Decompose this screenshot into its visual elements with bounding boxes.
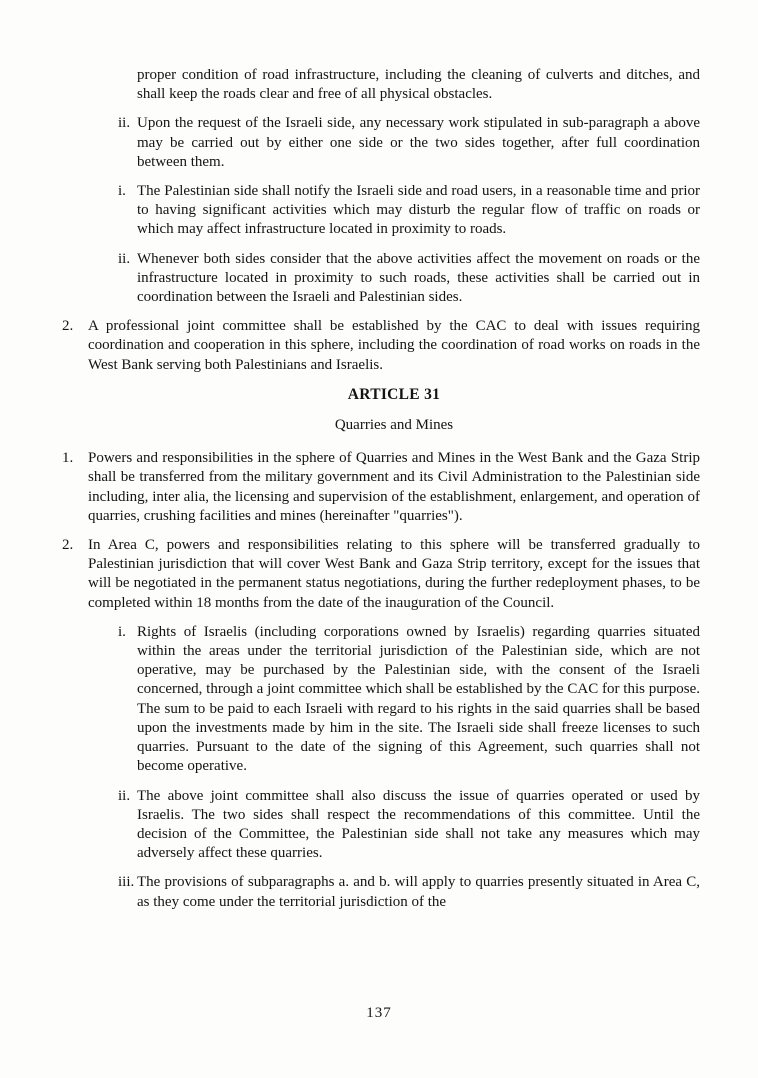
list-item-roman bbox=[0, 182, 758, 240]
list-item-roman bbox=[0, 114, 758, 172]
list-marker: ii. bbox=[118, 787, 131, 804]
paragraph-text: Upon the request of the Israeli side, any necessary work stipulated in sub-paragraph a above may be carried out by either one side or the two sides together, after full coordination between them. bbox=[137, 115, 700, 170]
paragraph-text: The above joint committee shall also discuss the issue of quarries operated or used by Israelis. The two sides shall respect the recommendations of this committee. Until the decision of the Committee, the Palestinian side shall not take any measures which may adversely affect these quarries. bbox=[137, 787, 700, 862]
paragraph-text: In Area C, powers and responsibilities relating to this sphere will be transferred gradually to Palestinian jurisdiction that will cover West Bank and Gaza Strip territory, except for the issues that will be negotiated in the permanent status negotiations, during the further redeployment phases, to be completed within 18 months from the date of the inauguration of the Council. bbox=[88, 537, 700, 611]
list-marker: i. bbox=[118, 623, 126, 640]
list-marker: ii. bbox=[118, 250, 131, 267]
list-item-numbered bbox=[0, 536, 758, 613]
paragraph-text: The provisions of subparagraphs a. and b. will apply to quarries presently situated in Area C, as they come under the territorial jurisdiction of the bbox=[137, 874, 700, 910]
list-item-roman bbox=[0, 250, 758, 308]
list-marker: ii. bbox=[118, 115, 131, 132]
paragraph-text: proper condition of road infrastructure, including the cleaning of culverts and ditches, and shall keep the roads clear and free of all physical obstacles. bbox=[137, 67, 700, 103]
article-subheading: Quarries and Mines bbox=[334, 417, 454, 434]
page-number: 137 bbox=[366, 1005, 392, 1021]
list-item-roman bbox=[0, 873, 758, 911]
paragraph-text: Powers and responsibilities in the sphere of Quarries and Mines in the West Bank and the Gaza Strip shall be transferred from the military government and its Civil Administration to the Palestinian side including, inter alia, the licensing and supervision of the establishment, enlargement, and operation of quarries, crushing facilities and mines (hereinafter "quarries"). bbox=[88, 450, 700, 524]
list-marker: iii. bbox=[118, 874, 135, 891]
list-item-numbered bbox=[0, 449, 758, 526]
list-marker: 2. bbox=[62, 537, 74, 554]
list-marker: i. bbox=[118, 183, 126, 200]
paragraph-text: Whenever both sides consider that the above activities affect the movement on roads or the infrastructure located in proximity to such roads, these activities shall be carried out in coordination between the Israeli and Palestinian sides. bbox=[137, 250, 700, 306]
list-item-numbered bbox=[0, 317, 758, 375]
list-marker: 1. bbox=[62, 450, 74, 467]
paragraph-text: The Palestinian side shall notify the Israeli side and road users, in a reasonable time and prior to having significant activities which may disturb the regular flow of traffic on roads or which may affect infrastructure located in proximity to roads. bbox=[137, 183, 700, 238]
list-item-roman bbox=[0, 623, 758, 777]
article-heading: ARTICLE 31 bbox=[347, 385, 441, 403]
page-content bbox=[0, 66, 758, 922]
continuation-paragraph bbox=[0, 66, 758, 104]
list-item-roman bbox=[0, 787, 758, 864]
paragraph-text: Rights of Israelis (including corporations owned by Israelis) regarding quarries situated within the areas under the territorial jurisdiction of the Palestinian side, which are not operative, may be purchased by the Palestinian side, with the consent of the Israeli concerned, through a joint committee which shall be established by the CAC for this purpose. The sum to be paid to each Israeli with regard to his rights in the said quarries shall be based upon the investments made by him in the site. The Israeli side shall freeze licenses to such quarries. Pursuant to the date of the signing of this Agreement, such quarries shall not become operative. bbox=[137, 623, 700, 775]
paragraph-text: A professional joint committee shall be established by the CAC to deal with issues requiring coordination and cooperation in this sphere, including the coordination of road works on roads in the West Bank serving both Palestinians and Israelis. bbox=[88, 318, 700, 373]
list-marker: 2. bbox=[62, 318, 74, 335]
